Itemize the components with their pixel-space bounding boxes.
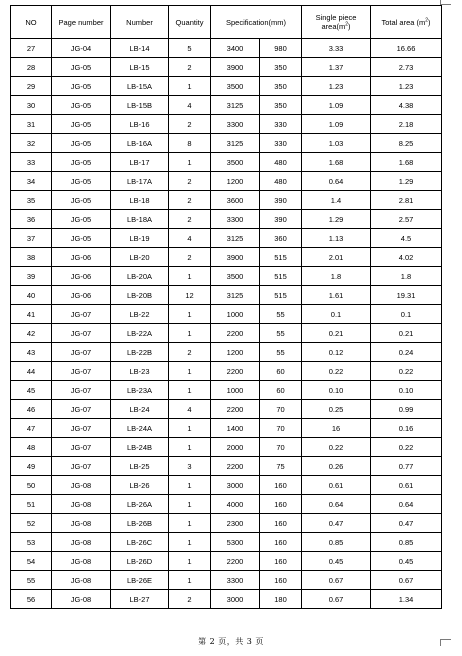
table-row: [11, 438, 442, 457]
cell-width: 160: [260, 571, 302, 590]
cell-total-area: 1.8: [371, 267, 442, 286]
cell-page-number: JG-05: [52, 96, 111, 115]
header-specification: Specification(mm): [211, 6, 302, 39]
cell-total-area: 4.5: [371, 229, 442, 248]
header-quantity: Quantity: [169, 6, 211, 39]
cell-single-piece-area: 0.10: [302, 381, 371, 400]
cell-page-number: JG-08: [52, 495, 111, 514]
cell-number: LB-19: [111, 229, 169, 248]
cell-quantity: 8: [169, 134, 211, 153]
header-single-piece-area: Single piece $area(m^2)$: [302, 6, 371, 39]
cell-no: 39: [11, 267, 52, 286]
cell-page-number: JG-05: [52, 115, 111, 134]
table-row: [11, 400, 442, 419]
table-row: [11, 476, 442, 495]
cell-length: 2200: [211, 362, 260, 381]
cell-length: 1200: [211, 343, 260, 362]
cell-quantity: 1: [169, 495, 211, 514]
cell-no: 56: [11, 590, 52, 609]
cell-total-area: 4.02: [371, 248, 442, 267]
cell-no: 40: [11, 286, 52, 305]
cell-no: 43: [11, 343, 52, 362]
header-page-number: Page number: [52, 6, 111, 39]
cell-width: 350: [260, 96, 302, 115]
cell-page-number: JG-08: [52, 533, 111, 552]
cell-total-area: 4.38: [371, 96, 442, 115]
cell-quantity: 2: [169, 210, 211, 229]
cell-width: 70: [260, 438, 302, 457]
cell-number: LB-22A: [111, 324, 169, 343]
cell-quantity: 1: [169, 552, 211, 571]
cell-total-area: 0.22: [371, 362, 442, 381]
cell-width: 980: [260, 39, 302, 58]
cell-number: LB-18: [111, 191, 169, 210]
cell-width: 55: [260, 343, 302, 362]
cell-width: 180: [260, 590, 302, 609]
cell-width: 70: [260, 400, 302, 419]
cell-number: LB-27: [111, 590, 169, 609]
cell-number: LB-24B: [111, 438, 169, 457]
cell-width: 515: [260, 267, 302, 286]
cell-width: 160: [260, 495, 302, 514]
cell-page-number: JG-05: [52, 210, 111, 229]
cell-no: 55: [11, 571, 52, 590]
table-row: [11, 134, 442, 153]
cell-total-area: 19.31: [371, 286, 442, 305]
cell-page-number: JG-08: [52, 514, 111, 533]
cell-no: 45: [11, 381, 52, 400]
cell-no: 31: [11, 115, 52, 134]
cell-single-piece-area: 1.37: [302, 58, 371, 77]
cell-single-piece-area: 1.68: [302, 153, 371, 172]
cell-length: 3500: [211, 267, 260, 286]
cell-total-area: 0.99: [371, 400, 442, 419]
cell-width: 350: [260, 77, 302, 96]
table-body: [11, 39, 442, 609]
cell-quantity: 1: [169, 324, 211, 343]
cell-quantity: 2: [169, 58, 211, 77]
cell-quantity: 1: [169, 533, 211, 552]
cell-number: LB-15A: [111, 77, 169, 96]
cell-total-area: 2.81: [371, 191, 442, 210]
cell-quantity: 4: [169, 400, 211, 419]
cell-page-number: JG-08: [52, 476, 111, 495]
cell-no: 50: [11, 476, 52, 495]
table-row: [11, 248, 442, 267]
cell-number: LB-26B: [111, 514, 169, 533]
cell-single-piece-area: 2.01: [302, 248, 371, 267]
cell-page-number: JG-07: [52, 324, 111, 343]
header-no: NO: [11, 6, 52, 39]
cell-quantity: 1: [169, 571, 211, 590]
cell-number: LB-20: [111, 248, 169, 267]
table-row: [11, 210, 442, 229]
cell-single-piece-area: 0.64: [302, 172, 371, 191]
table-row: [11, 457, 442, 476]
cell-page-number: JG-07: [52, 400, 111, 419]
cell-single-piece-area: 1.23: [302, 77, 371, 96]
cell-number: LB-16A: [111, 134, 169, 153]
cell-number: LB-14: [111, 39, 169, 58]
cell-single-piece-area: 0.25: [302, 400, 371, 419]
cell-no: 35: [11, 191, 52, 210]
cell-number: LB-26A: [111, 495, 169, 514]
cell-quantity: 1: [169, 362, 211, 381]
cell-single-piece-area: 1.4: [302, 191, 371, 210]
cell-single-piece-area: 1.61: [302, 286, 371, 305]
cell-single-piece-area: 0.22: [302, 438, 371, 457]
cell-number: LB-26D: [111, 552, 169, 571]
cell-quantity: 1: [169, 153, 211, 172]
cell-number: LB-25: [111, 457, 169, 476]
cell-single-piece-area: 3.33: [302, 39, 371, 58]
cell-number: LB-16: [111, 115, 169, 134]
cell-total-area: 1.23: [371, 77, 442, 96]
cell-page-number: JG-07: [52, 381, 111, 400]
header-total-area: Total area $(m^2)$: [371, 6, 442, 39]
cell-width: 160: [260, 476, 302, 495]
cell-no: 47: [11, 419, 52, 438]
cell-quantity: 2: [169, 248, 211, 267]
cell-page-number: JG-07: [52, 343, 111, 362]
cell-page-number: JG-08: [52, 571, 111, 590]
cell-width: 60: [260, 362, 302, 381]
cell-single-piece-area: 0.64: [302, 495, 371, 514]
cell-length: 3900: [211, 58, 260, 77]
cell-single-piece-area: 0.22: [302, 362, 371, 381]
cell-no: 49: [11, 457, 52, 476]
cell-single-piece-area: 0.67: [302, 571, 371, 590]
cell-length: 3125: [211, 134, 260, 153]
cell-length: 3600: [211, 191, 260, 210]
cell-length: 1000: [211, 381, 260, 400]
cell-width: 75: [260, 457, 302, 476]
cell-total-area: 1.29: [371, 172, 442, 191]
table-row: [11, 191, 442, 210]
cell-single-piece-area: 0.85: [302, 533, 371, 552]
cell-no: 41: [11, 305, 52, 324]
cell-total-area: 2.73: [371, 58, 442, 77]
cell-total-area: 1.68: [371, 153, 442, 172]
table-header-row: [11, 6, 442, 39]
table-row: [11, 343, 442, 362]
cell-length: 3500: [211, 77, 260, 96]
cell-length: 2300: [211, 514, 260, 533]
cell-total-area: 0.10: [371, 381, 442, 400]
cell-length: 3300: [211, 210, 260, 229]
cell-page-number: JG-05: [52, 191, 111, 210]
table-row: [11, 39, 442, 58]
table-row: [11, 419, 442, 438]
table-row: [11, 153, 442, 172]
table-row: [11, 229, 442, 248]
cell-quantity: 2: [169, 115, 211, 134]
cell-number: LB-24A: [111, 419, 169, 438]
cell-single-piece-area: 0.45: [302, 552, 371, 571]
cell-number: LB-15: [111, 58, 169, 77]
cell-total-area: 2.57: [371, 210, 442, 229]
cell-quantity: 1: [169, 476, 211, 495]
cell-page-number: JG-05: [52, 58, 111, 77]
cell-no: 48: [11, 438, 52, 457]
cell-width: 480: [260, 172, 302, 191]
cell-total-area: 0.61: [371, 476, 442, 495]
cell-no: 27: [11, 39, 52, 58]
cell-total-area: 0.64: [371, 495, 442, 514]
cell-single-piece-area: 1.29: [302, 210, 371, 229]
cell-quantity: 2: [169, 191, 211, 210]
cell-width: 60: [260, 381, 302, 400]
cell-length: 3400: [211, 39, 260, 58]
cell-page-number: JG-07: [52, 438, 111, 457]
cell-number: LB-18A: [111, 210, 169, 229]
table-row: [11, 58, 442, 77]
table-row: [11, 267, 442, 286]
cell-total-area: 0.22: [371, 438, 442, 457]
cell-total-area: 0.21: [371, 324, 442, 343]
cell-width: 160: [260, 533, 302, 552]
cell-width: 330: [260, 115, 302, 134]
cell-no: 42: [11, 324, 52, 343]
cell-no: 28: [11, 58, 52, 77]
cell-length: 1200: [211, 172, 260, 191]
cell-page-number: JG-07: [52, 457, 111, 476]
table-row: [11, 96, 442, 115]
cell-no: 46: [11, 400, 52, 419]
cell-quantity: 1: [169, 438, 211, 457]
cell-length: 3125: [211, 96, 260, 115]
cell-length: 1000: [211, 305, 260, 324]
cell-single-piece-area: 0.21: [302, 324, 371, 343]
cell-quantity: 1: [169, 267, 211, 286]
cell-width: 55: [260, 324, 302, 343]
cell-no: 32: [11, 134, 52, 153]
cell-page-number: JG-06: [52, 248, 111, 267]
cell-single-piece-area: 1.09: [302, 115, 371, 134]
cell-width: 360: [260, 229, 302, 248]
cell-total-area: 0.85: [371, 533, 442, 552]
cell-no: 37: [11, 229, 52, 248]
cell-single-piece-area: 0.61: [302, 476, 371, 495]
cell-width: 515: [260, 286, 302, 305]
cell-single-piece-area: 1.8: [302, 267, 371, 286]
cell-width: 390: [260, 210, 302, 229]
cell-page-number: JG-06: [52, 267, 111, 286]
cell-length: 2000: [211, 438, 260, 457]
cell-width: 55: [260, 305, 302, 324]
table-row: [11, 533, 442, 552]
cell-total-area: 0.45: [371, 552, 442, 571]
cell-quantity: 2: [169, 172, 211, 191]
cell-page-number: JG-05: [52, 153, 111, 172]
table-row: [11, 172, 442, 191]
cell-page-number: JG-07: [52, 362, 111, 381]
cell-single-piece-area: 1.13: [302, 229, 371, 248]
cell-quantity: 2: [169, 343, 211, 362]
cell-number: LB-26E: [111, 571, 169, 590]
cell-page-number: JG-04: [52, 39, 111, 58]
cell-number: LB-20B: [111, 286, 169, 305]
cell-quantity: 1: [169, 514, 211, 533]
cell-total-area: 0.77: [371, 457, 442, 476]
cell-quantity: 4: [169, 96, 211, 115]
cell-total-area: 0.16: [371, 419, 442, 438]
cell-total-area: 0.24: [371, 343, 442, 362]
cell-length: 3125: [211, 286, 260, 305]
cell-page-number: JG-08: [52, 590, 111, 609]
cell-page-number: JG-07: [52, 305, 111, 324]
cell-number: LB-17A: [111, 172, 169, 191]
cell-width: 70: [260, 419, 302, 438]
cell-single-piece-area: 0.26: [302, 457, 371, 476]
cell-length: 3125: [211, 229, 260, 248]
cell-width: 480: [260, 153, 302, 172]
cell-page-number: JG-05: [52, 134, 111, 153]
cell-no: 33: [11, 153, 52, 172]
cell-length: 2200: [211, 552, 260, 571]
cell-no: 30: [11, 96, 52, 115]
cell-quantity: 4: [169, 229, 211, 248]
cell-quantity: 5: [169, 39, 211, 58]
cell-single-piece-area: 16: [302, 419, 371, 438]
cell-length: 1400: [211, 419, 260, 438]
cell-length: 3900: [211, 248, 260, 267]
cell-no: 51: [11, 495, 52, 514]
cell-no: 34: [11, 172, 52, 191]
cell-no: 38: [11, 248, 52, 267]
cell-number: LB-15B: [111, 96, 169, 115]
cell-quantity: 1: [169, 305, 211, 324]
table-row: [11, 590, 442, 609]
cell-total-area: 0.47: [371, 514, 442, 533]
cell-single-piece-area: 1.03: [302, 134, 371, 153]
cell-page-number: JG-05: [52, 172, 111, 191]
cell-width: 160: [260, 514, 302, 533]
cell-length: 3300: [211, 571, 260, 590]
cell-quantity: 1: [169, 77, 211, 96]
cell-total-area: 2.18: [371, 115, 442, 134]
cell-page-number: JG-08: [52, 552, 111, 571]
cell-page-number: JG-07: [52, 419, 111, 438]
table-row: [11, 552, 442, 571]
cell-quantity: 12: [169, 286, 211, 305]
cell-total-area: 1.34: [371, 590, 442, 609]
cell-single-piece-area: 0.12: [302, 343, 371, 362]
cell-no: 52: [11, 514, 52, 533]
cell-number: LB-20A: [111, 267, 169, 286]
cell-quantity: 2: [169, 590, 211, 609]
cell-number: LB-26C: [111, 533, 169, 552]
table-row: [11, 324, 442, 343]
cell-total-area: 8.25: [371, 134, 442, 153]
cell-no: 54: [11, 552, 52, 571]
cell-number: LB-22B: [111, 343, 169, 362]
table-row: [11, 514, 442, 533]
cell-single-piece-area: 1.09: [302, 96, 371, 115]
cell-length: 2200: [211, 457, 260, 476]
page-footer: 第 2 页，共 3 页: [198, 637, 264, 646]
table-row: [11, 362, 442, 381]
cell-page-number: JG-05: [52, 77, 111, 96]
cell-number: LB-22: [111, 305, 169, 324]
table-row: [11, 305, 442, 324]
cell-quantity: 1: [169, 381, 211, 400]
cell-page-number: JG-05: [52, 229, 111, 248]
cell-number: LB-17: [111, 153, 169, 172]
cell-quantity: 3: [169, 457, 211, 476]
cell-width: 390: [260, 191, 302, 210]
cell-width: 330: [260, 134, 302, 153]
table-row: [11, 571, 442, 590]
cell-total-area: 0.67: [371, 571, 442, 590]
cell-width: 515: [260, 248, 302, 267]
cell-width: 160: [260, 552, 302, 571]
cell-single-piece-area: 0.47: [302, 514, 371, 533]
cell-length: 3000: [211, 476, 260, 495]
cell-number: LB-24: [111, 400, 169, 419]
cell-width: 350: [260, 58, 302, 77]
header-number: Number: [111, 6, 169, 39]
cell-single-piece-area: 0.67: [302, 590, 371, 609]
cell-length: 3000: [211, 590, 260, 609]
table-row: [11, 115, 442, 134]
table-row: [11, 77, 442, 96]
table-row: [11, 495, 442, 514]
cell-length: 4000: [211, 495, 260, 514]
table-row: [11, 286, 442, 305]
cell-number: LB-23A: [111, 381, 169, 400]
cell-no: 36: [11, 210, 52, 229]
cell-length: 3500: [211, 153, 260, 172]
cell-number: LB-26: [111, 476, 169, 495]
cell-single-piece-area: 0.1: [302, 305, 371, 324]
cell-no: 29: [11, 77, 52, 96]
cell-length: 2200: [211, 400, 260, 419]
cell-quantity: 1: [169, 419, 211, 438]
cell-length: 2200: [211, 324, 260, 343]
cell-number: LB-23: [111, 362, 169, 381]
component-area-table: [10, 5, 442, 609]
cell-no: 53: [11, 533, 52, 552]
cell-length: 5300: [211, 533, 260, 552]
cell-no: 44: [11, 362, 52, 381]
cell-total-area: 16.66: [371, 39, 442, 58]
cell-length: 3300: [211, 115, 260, 134]
cell-total-area: 0.1: [371, 305, 442, 324]
cell-page-number: JG-06: [52, 286, 111, 305]
table-row: [11, 381, 442, 400]
